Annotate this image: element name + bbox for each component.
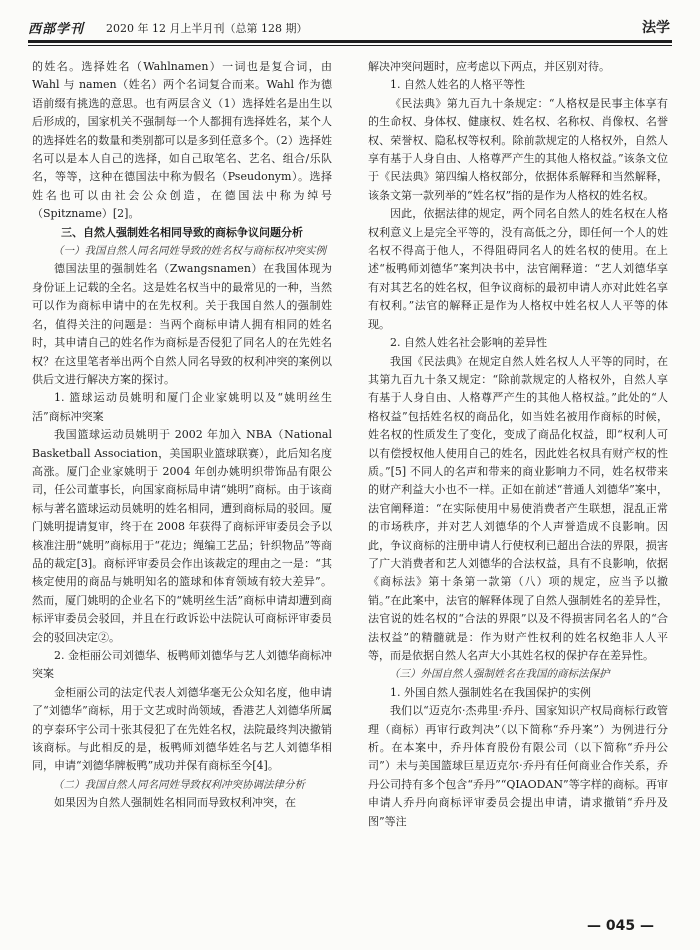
body-paragraph: 我国《民法典》在规定自然人姓名权人人平等的同时，在其第九百九十条又规定：“除前款规定的人格权外，自然人享有基于人身自由、人格尊严产生的其他人格权益。”此处的“人格权益”包括姓名权的商品化，如当姓名被用作商标的时候，姓名权的性质发生了变化，变成了商品化权益，即“权利人可以有偿授权他人使用自己的姓名，因此姓名权具有财产权的性质。”[5] 不同人的名声和带来的商业影响力不同，姓名权带来的财产利益大小也不一样。正如在前述“普通人刘德华”案中，法官阐释道：“在实际使用中易使消费者产生联想，混乱正常的市场秩序，并对艺人刘德华的个人声誉造成不良影响。因此，争议商标的注册申请人行使权利已超出合法的界限，损害了广大消费者和艺人刘德华的合法权益，具有不良影响，依据《商标法》第十条第一款第（八）项的规定，应当予以撤销。”在此案中，法官的解释体现了自然人强制姓名的差异性，法官说的姓名权的“合法的界限”以及不得损害同名名人的“合法权益”的精髓就是：作为财产性权利的姓名权绝非人人平等，而是依据自然人名声大小其姓名权的保护存在差异性。 xyxy=(368,354,668,662)
body-paragraph: 我们以“迈克尔·杰弗里·乔丹、国家知识产权局商标行政管理（商标）再审行政判决”（以下简称“乔丹案”）为例进行分析。在本案中，乔丹体育股份有限公司（以下简称“乔丹公司”）未与美国篮球巨星迈克尔·乔丹有任何商业合作关系，乔丹公司持有多个包含“乔丹”“QIAODAN”等字样的商标。再审申请人乔丹向商标评审委员会提出申请，请求撤销“乔丹及图”等注 xyxy=(368,704,668,828)
issue-info: 2020 年 12 月上半月刊（总第 128 期） xyxy=(106,22,308,35)
section-tag: 法学 xyxy=(642,20,670,36)
body-paragraph: 金柜丽公司的法定代表人刘德华毫无公众知名度，他申请了“刘德华”商标，用于文艺或时尚领域，香港艺人刘德华所属的亨泰环宇公司十张其侵犯了在先姓名权，法院最终判决撤销该商标。与此相反的是，板鸭师刘德华姓名与艺人刘德华相同，申请“刘德华牌板鸭”成功并保有商标至今[4]。 xyxy=(32,685,332,773)
body-paragraph: 如果因为自然人强制姓名相同而导致权利冲突，在 xyxy=(54,796,296,810)
subsection-heading: （一）我国自然人同名同姓导致的姓名权与商标权冲突实例 xyxy=(53,245,326,258)
header-rule-thin xyxy=(28,45,672,46)
right-column xyxy=(368,58,668,913)
subsection-heading: （三）外国自然人强制姓名在我国的商标法保护 xyxy=(389,668,610,681)
body-paragraph: 我国篮球运动员姚明于 2002 年加入 NBA（National Basketball Association，美国职业篮球联赛），此后知名度高涨。厦门企业家姚明于 2004 年创办姚明织带饰品有限公司，任公司董事长，向国家商标局申请“姚明”商标。由于该商标与著名篮球运动员姚明的姓名相同，遭到商标局的驳回。厦门姚明提请复审，终于在 2008 年获得了商标评审委员会予以核准注册“姚明”商标用于“花边；绳编工艺品；针织物品”等商品的裁定[3]。商标评审委员会作出该裁定的理由之一是：“其核定使用的商品与姚明知名的篮球和体育领域有较大差异”。然而，厦门姚明的企业名下的“姚明丝生活”商标申请却遭到商标评审委员会驳回，并且在行政诉讼中法院认可商标评审委员会的驳回决定②。 xyxy=(32,428,332,644)
item-heading: 2. 自然人姓名社会影响的差异性 xyxy=(390,336,547,350)
item-heading: 1. 篮球运动员姚明和厦门企业家姚明以及“姚明丝生活”商标冲突案 xyxy=(32,391,332,423)
item-heading: 2. 金柜丽公司刘德华、板鸭师刘德华与艺人刘德华商标冲突案 xyxy=(32,649,332,681)
page-number: — 045 — xyxy=(587,918,654,934)
body-paragraph: 因此，依据法律的规定，两个同名自然人的姓名权在人格权利意义上是完全平等的，没有高低之分，即任何一个人的姓名权不得高于他人，不得阻碍同名人的姓名权的使用。在上述“板鸭师刘德华”案判决书中，法官阐释道：“艺人刘德华享有对其艺名的姓名权，但争议商标的最初申请人亦对此姓名享有权利。”法官的解释正是作为人格权中姓名权人人平等的体现。 xyxy=(368,207,668,331)
section-heading: 三、自然人强制姓名相同导致的商标争议问题分析 xyxy=(61,225,303,239)
body-paragraph: 德国法里的强制姓名（Zwangsnamen）在我国体现为身份证上记载的全名。这是姓名权当中的最常见的一种，当然可以作为商标申请中的在先权利。关于我国自然人的强制姓名，值得关注的问题是：当两个商标申请人拥有相同的姓名时，其申请自己的姓名作为商标是否侵犯了同名人的在先姓名权？在这里笔者举出两个自然人同名导致的权利冲突的案例以供后文进行解决方案的探讨。 xyxy=(32,262,332,386)
left-column xyxy=(32,58,332,913)
body-paragraph: 解决冲突问题时，应考虑以下两点，并区别对待。 xyxy=(368,60,610,73)
item-heading: 1. 自然人姓名的人格平等性 xyxy=(390,78,525,92)
header-rule xyxy=(28,40,672,43)
subsection-heading: （二）我国自然人同名同姓导致权利冲突协调法律分析 xyxy=(53,778,305,791)
item-heading: 1. 外国自然人强制姓名在我国保护的实例 xyxy=(390,685,591,699)
journal-name: 西部学刊 xyxy=(28,22,85,37)
body-paragraph: 的姓名。选择姓名（Wahlnamen）一词也是复合词，由 Wahl 与 namen（姓名）两个名词复合而来。Wahl 作为德语前缀有挑选的意思。也有两层含义（1）选择姓名是出生以后形成的，国家机关不强制每一个人都拥有选择姓名，某个人的选择姓名的数量和类别都可以是多到任意多个。（2）选择姓名可以是本人自己的选择，如自己取笔名、艺名、组合/乐队名，等等，这种在德国法中称为假名（Pseudonym）。选择姓名也可以由社会公众创造，在德国法中称为绰号（Spitzname）[2]。 xyxy=(32,60,332,221)
page-header xyxy=(28,14,672,38)
body-paragraph: 《民法典》第九百九十条规定：“人格权是民事主体享有的生命权、身体权、健康权、姓名权、名称权、肖像权、名誉权、荣誉权、隐私权等权利。除前款规定的人格权外，自然人享有基于人身自由、人格尊严产生的其他人格权益。”该条文位于《民法典》第四编人格权部分，依据体系解释和当然解释，该条文第一款列举的“姓名权”指的是作为人格权的姓名权。 xyxy=(368,96,668,202)
